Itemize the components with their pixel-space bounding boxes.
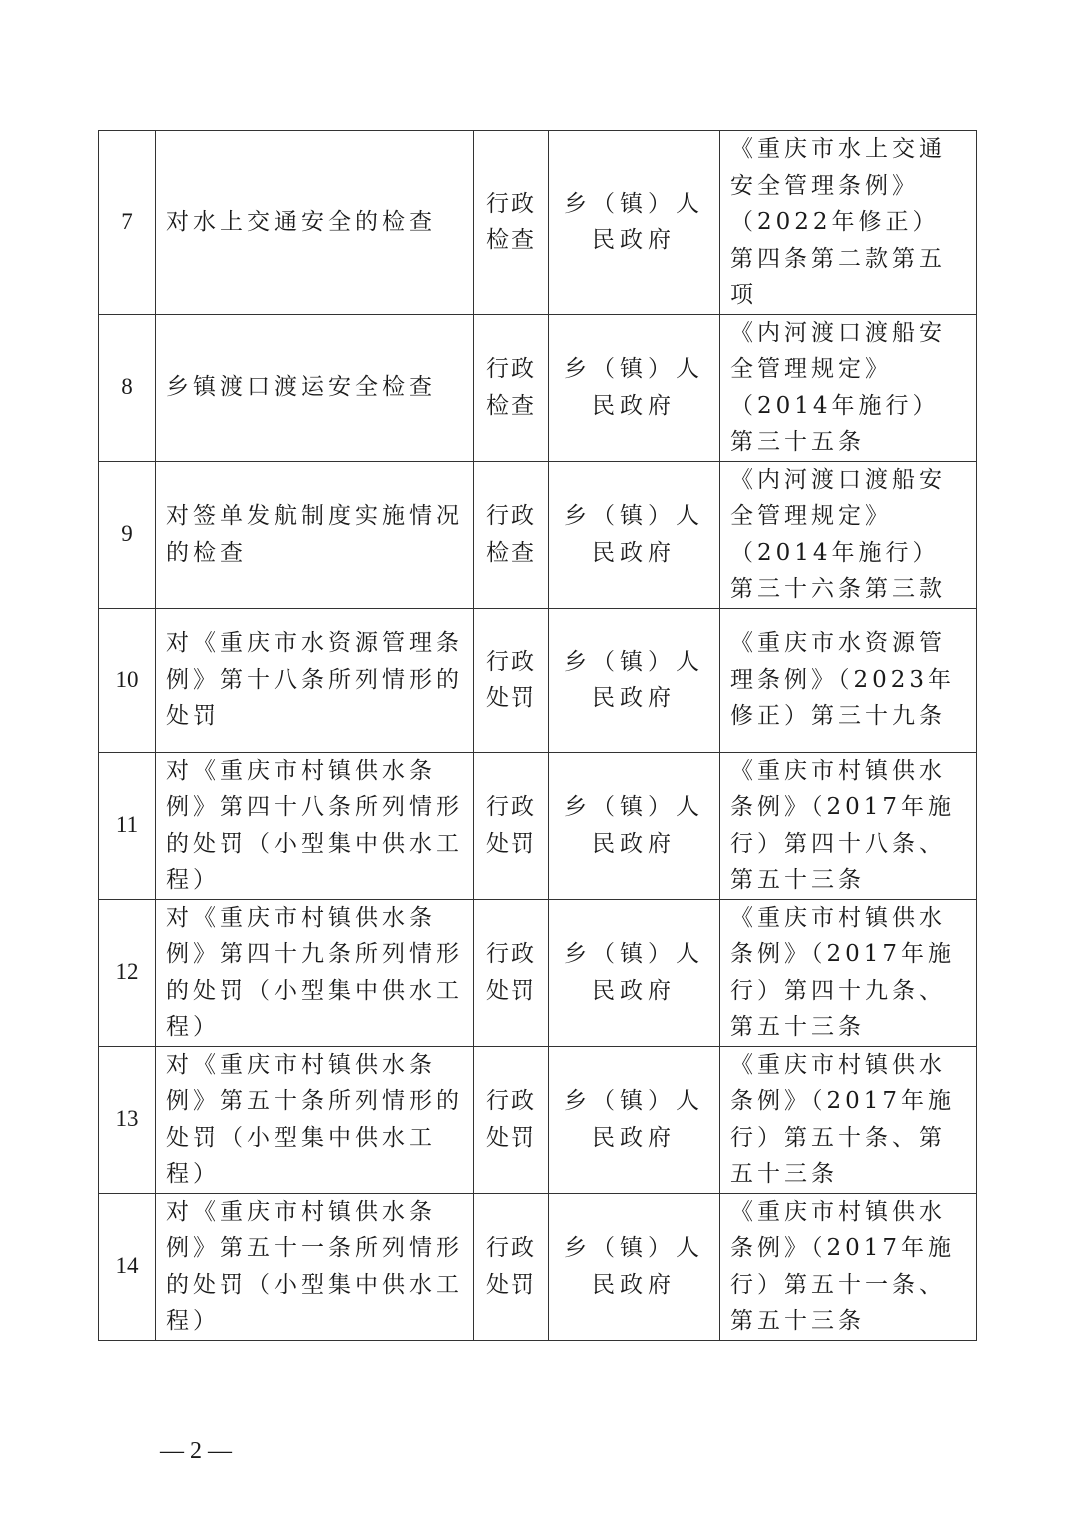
responsible-department: 乡（镇）人民政府 (549, 131, 720, 315)
row-number: 8 (99, 314, 156, 461)
legal-basis: 《重庆市水资源管理条例》（2023年修正）第三十九条 (720, 608, 977, 752)
item-name: 对《重庆市村镇供水条例》第四十九条所列情形的处罚（小型集中供水工程） (156, 899, 474, 1046)
item-name: 对签单发航制度实施情况的检查 (156, 461, 474, 608)
table-row (99, 131, 977, 315)
row-number: 7 (99, 131, 156, 315)
responsible-department: 乡（镇）人民政府 (549, 314, 720, 461)
responsible-department: 乡（镇）人民政府 (549, 1046, 720, 1193)
table-row (99, 461, 977, 608)
item-name: 对水上交通安全的检查 (156, 131, 474, 315)
item-type: 行政处罚 (474, 899, 549, 1046)
table-row (99, 1046, 977, 1193)
table-row (99, 752, 977, 899)
table-row (99, 899, 977, 1046)
responsible-department: 乡（镇）人民政府 (549, 899, 720, 1046)
responsible-department: 乡（镇）人民政府 (549, 461, 720, 608)
item-name: 对《重庆市村镇供水条例》第五十一条所列情形的处罚（小型集中供水工程） (156, 1193, 474, 1340)
table-row (99, 1193, 977, 1340)
page-number: — 2 — (160, 1438, 232, 1464)
item-type: 行政检查 (474, 461, 549, 608)
legal-basis: 《重庆市村镇供水条例》（2017年施行）第五十条、第五十三条 (720, 1046, 977, 1193)
row-number: 11 (99, 752, 156, 899)
item-type: 行政检查 (474, 131, 549, 315)
legal-basis: 《内河渡口渡船安全管理规定》（2014年施行）第三十五条 (720, 314, 977, 461)
row-number: 12 (99, 899, 156, 1046)
responsible-department: 乡（镇）人民政府 (549, 1193, 720, 1340)
table-row (99, 314, 977, 461)
item-name: 对《重庆市水资源管理条例》第十八条所列情形的处罚 (156, 608, 474, 752)
legal-basis: 《重庆市村镇供水条例》（2017年施行）第四十八条、第五十三条 (720, 752, 977, 899)
row-number: 10 (99, 608, 156, 752)
legal-basis: 《重庆市村镇供水条例》（2017年施行）第五十一条、第五十三条 (720, 1193, 977, 1340)
table-row (99, 608, 977, 752)
item-type: 行政检查 (474, 314, 549, 461)
responsible-department: 乡（镇）人民政府 (549, 752, 720, 899)
legal-basis: 《重庆市村镇供水条例》（2017年施行）第四十九条、第五十三条 (720, 899, 977, 1046)
item-type: 行政处罚 (474, 1193, 549, 1340)
items-table (98, 130, 977, 1341)
item-type: 行政处罚 (474, 1046, 549, 1193)
item-name: 乡镇渡口渡运安全检查 (156, 314, 474, 461)
row-number: 13 (99, 1046, 156, 1193)
item-name: 对《重庆市村镇供水条例》第五十条所列情形的处罚（小型集中供水工程） (156, 1046, 474, 1193)
legal-basis: 《重庆市水上交通安全管理条例》（2022年修正）第四条第二款第五项 (720, 131, 977, 315)
item-type: 行政处罚 (474, 752, 549, 899)
responsible-department: 乡（镇）人民政府 (549, 608, 720, 752)
item-name: 对《重庆市村镇供水条例》第四十八条所列情形的处罚（小型集中供水工程） (156, 752, 474, 899)
row-number: 9 (99, 461, 156, 608)
row-number: 14 (99, 1193, 156, 1340)
item-type: 行政处罚 (474, 608, 549, 752)
legal-basis: 《内河渡口渡船安全管理规定》（2014年施行）第三十六条第三款 (720, 461, 977, 608)
